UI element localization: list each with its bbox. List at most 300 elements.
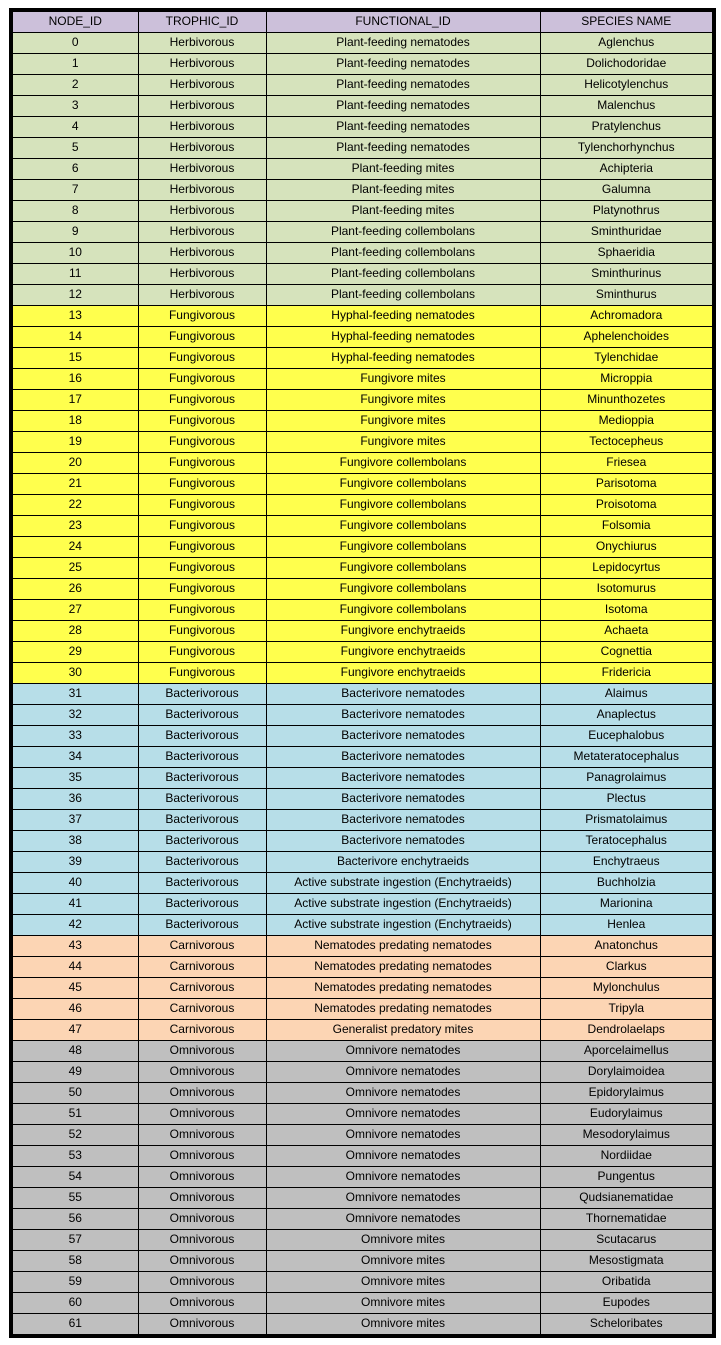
cell-functional-id: Plant-feeding nematodes (266, 33, 540, 54)
cell-functional-id: Omnivore nematodes (266, 1083, 540, 1104)
cell-functional-id: Fungivore mites (266, 411, 540, 432)
cell-species-name: Achipteria (540, 159, 714, 180)
cell-node-id: 30 (11, 663, 138, 684)
cell-species-name: Anaplectus (540, 705, 714, 726)
cell-species-name: Medioppia (540, 411, 714, 432)
cell-species-name: Oribatida (540, 1272, 714, 1293)
cell-species-name: Eudorylaimus (540, 1104, 714, 1125)
cell-node-id: 34 (11, 747, 138, 768)
cell-functional-id: Bacterivore nematodes (266, 768, 540, 789)
cell-species-name: Dorylaimoidea (540, 1062, 714, 1083)
cell-node-id: 27 (11, 600, 138, 621)
cell-species-name: Sminthuridae (540, 222, 714, 243)
cell-species-name: Mylonchulus (540, 978, 714, 999)
table-row (11, 390, 714, 411)
cell-functional-id: Plant-feeding collembolans (266, 264, 540, 285)
cell-node-id: 49 (11, 1062, 138, 1083)
cell-trophic-id: Fungivorous (138, 327, 266, 348)
table-row (11, 537, 714, 558)
cell-trophic-id: Omnivorous (138, 1314, 266, 1337)
cell-functional-id: Plant-feeding nematodes (266, 75, 540, 96)
cell-species-name: Tripyla (540, 999, 714, 1020)
cell-node-id: 24 (11, 537, 138, 558)
cell-trophic-id: Herbivorous (138, 75, 266, 96)
cell-species-name: Mesostigmata (540, 1251, 714, 1272)
cell-trophic-id: Omnivorous (138, 1188, 266, 1209)
cell-functional-id: Active substrate ingestion (Enchytraeids) (266, 894, 540, 915)
table-row (11, 327, 714, 348)
cell-trophic-id: Bacterivorous (138, 684, 266, 705)
cell-species-name: Parisotoma (540, 474, 714, 495)
cell-trophic-id: Herbivorous (138, 117, 266, 138)
cell-trophic-id: Bacterivorous (138, 747, 266, 768)
table-row (11, 411, 714, 432)
table-row (11, 957, 714, 978)
cell-node-id: 16 (11, 369, 138, 390)
cell-functional-id: Fungivore collembolans (266, 558, 540, 579)
cell-trophic-id: Omnivorous (138, 1272, 266, 1293)
cell-species-name: Isotoma (540, 600, 714, 621)
table-row (11, 159, 714, 180)
table-row (11, 663, 714, 684)
cell-trophic-id: Bacterivorous (138, 768, 266, 789)
cell-functional-id: Bacterivore nematodes (266, 684, 540, 705)
table-row (11, 138, 714, 159)
cell-trophic-id: Carnivorous (138, 1020, 266, 1041)
cell-trophic-id: Bacterivorous (138, 705, 266, 726)
table-row (11, 810, 714, 831)
table-row (11, 1062, 714, 1083)
cell-node-id: 36 (11, 789, 138, 810)
cell-functional-id: Fungivore collembolans (266, 453, 540, 474)
cell-trophic-id: Carnivorous (138, 999, 266, 1020)
cell-functional-id: Bacterivore nematodes (266, 810, 540, 831)
cell-functional-id: Omnivore mites (266, 1272, 540, 1293)
cell-trophic-id: Bacterivorous (138, 894, 266, 915)
cell-functional-id: Plant-feeding nematodes (266, 96, 540, 117)
cell-trophic-id: Fungivorous (138, 390, 266, 411)
cell-trophic-id: Bacterivorous (138, 915, 266, 936)
cell-node-id: 14 (11, 327, 138, 348)
cell-species-name: Dendrolaelaps (540, 1020, 714, 1041)
cell-functional-id: Fungivore mites (266, 369, 540, 390)
cell-trophic-id: Omnivorous (138, 1230, 266, 1251)
cell-species-name: Helicotylenchus (540, 75, 714, 96)
cell-functional-id: Omnivore mites (266, 1251, 540, 1272)
cell-node-id: 45 (11, 978, 138, 999)
cell-species-name: Cognettia (540, 642, 714, 663)
cell-functional-id: Plant-feeding nematodes (266, 117, 540, 138)
cell-species-name: Minunthozetes (540, 390, 714, 411)
cell-functional-id: Plant-feeding mites (266, 180, 540, 201)
cell-node-id: 35 (11, 768, 138, 789)
cell-species-name: Sminthurinus (540, 264, 714, 285)
table-row (11, 369, 714, 390)
table-row (11, 222, 714, 243)
cell-node-id: 53 (11, 1146, 138, 1167)
cell-functional-id: Generalist predatory mites (266, 1020, 540, 1041)
cell-functional-id: Fungivore collembolans (266, 474, 540, 495)
cell-species-name: Platynothrus (540, 201, 714, 222)
cell-trophic-id: Bacterivorous (138, 873, 266, 894)
cell-trophic-id: Omnivorous (138, 1125, 266, 1146)
cell-functional-id: Fungivore collembolans (266, 600, 540, 621)
cell-species-name: Friesea (540, 453, 714, 474)
cell-trophic-id: Carnivorous (138, 936, 266, 957)
cell-node-id: 13 (11, 306, 138, 327)
cell-node-id: 43 (11, 936, 138, 957)
column-header-node-id: NODE_ID (11, 10, 138, 33)
cell-node-id: 39 (11, 852, 138, 873)
table-row (11, 768, 714, 789)
cell-node-id: 17 (11, 390, 138, 411)
cell-node-id: 51 (11, 1104, 138, 1125)
cell-functional-id: Omnivore nematodes (266, 1209, 540, 1230)
table-row (11, 453, 714, 474)
cell-species-name: Isotomurus (540, 579, 714, 600)
cell-functional-id: Bacterivore enchytraeids (266, 852, 540, 873)
cell-functional-id: Fungivore mites (266, 390, 540, 411)
cell-species-name: Nordiidae (540, 1146, 714, 1167)
table-row (11, 96, 714, 117)
table-row (11, 1251, 714, 1272)
header-row (11, 10, 714, 33)
cell-trophic-id: Fungivorous (138, 600, 266, 621)
cell-functional-id: Bacterivore nematodes (266, 747, 540, 768)
cell-node-id: 59 (11, 1272, 138, 1293)
table-row (11, 831, 714, 852)
table-row (11, 894, 714, 915)
cell-trophic-id: Herbivorous (138, 96, 266, 117)
table-header (11, 10, 714, 33)
cell-node-id: 33 (11, 726, 138, 747)
cell-species-name: Alaimus (540, 684, 714, 705)
cell-species-name: Metateratocephalus (540, 747, 714, 768)
table-row (11, 285, 714, 306)
cell-species-name: Sphaeridia (540, 243, 714, 264)
cell-node-id: 52 (11, 1125, 138, 1146)
cell-node-id: 6 (11, 159, 138, 180)
table-row (11, 558, 714, 579)
cell-functional-id: Omnivore nematodes (266, 1146, 540, 1167)
cell-node-id: 47 (11, 1020, 138, 1041)
table-row (11, 432, 714, 453)
cell-functional-id: Active substrate ingestion (Enchytraeids) (266, 915, 540, 936)
cell-trophic-id: Omnivorous (138, 1293, 266, 1314)
table-row (11, 54, 714, 75)
cell-node-id: 5 (11, 138, 138, 159)
cell-functional-id: Plant-feeding collembolans (266, 243, 540, 264)
column-header-species-name: SPECIES NAME (540, 10, 714, 33)
cell-node-id: 50 (11, 1083, 138, 1104)
cell-functional-id: Omnivore mites (266, 1314, 540, 1337)
cell-node-id: 37 (11, 810, 138, 831)
table-body (11, 33, 714, 1337)
cell-functional-id: Omnivore nematodes (266, 1041, 540, 1062)
cell-trophic-id: Herbivorous (138, 285, 266, 306)
cell-node-id: 41 (11, 894, 138, 915)
cell-functional-id: Fungivore enchytraeids (266, 621, 540, 642)
cell-node-id: 18 (11, 411, 138, 432)
cell-functional-id: Fungivore collembolans (266, 495, 540, 516)
cell-trophic-id: Herbivorous (138, 54, 266, 75)
cell-trophic-id: Herbivorous (138, 222, 266, 243)
cell-trophic-id: Fungivorous (138, 642, 266, 663)
cell-node-id: 15 (11, 348, 138, 369)
cell-species-name: Lepidocyrtus (540, 558, 714, 579)
cell-functional-id: Omnivore nematodes (266, 1167, 540, 1188)
table-row (11, 915, 714, 936)
cell-functional-id: Plant-feeding mites (266, 201, 540, 222)
cell-species-name: Eucephalobus (540, 726, 714, 747)
cell-species-name: Tylenchorhynchus (540, 138, 714, 159)
cell-species-name: Enchytraeus (540, 852, 714, 873)
table-row (11, 789, 714, 810)
cell-species-name: Galumna (540, 180, 714, 201)
cell-node-id: 26 (11, 579, 138, 600)
cell-node-id: 57 (11, 1230, 138, 1251)
cell-species-name: Pratylenchus (540, 117, 714, 138)
cell-node-id: 23 (11, 516, 138, 537)
cell-functional-id: Fungivore collembolans (266, 537, 540, 558)
cell-species-name: Prismatolaimus (540, 810, 714, 831)
table-row (11, 705, 714, 726)
cell-node-id: 42 (11, 915, 138, 936)
cell-node-id: 1 (11, 54, 138, 75)
cell-trophic-id: Carnivorous (138, 957, 266, 978)
cell-species-name: Buchholzia (540, 873, 714, 894)
cell-node-id: 55 (11, 1188, 138, 1209)
cell-species-name: Teratocephalus (540, 831, 714, 852)
cell-species-name: Panagrolaimus (540, 768, 714, 789)
cell-node-id: 60 (11, 1293, 138, 1314)
table-row (11, 1167, 714, 1188)
cell-species-name: Folsomia (540, 516, 714, 537)
cell-species-name: Tylenchidae (540, 348, 714, 369)
cell-trophic-id: Omnivorous (138, 1146, 266, 1167)
cell-functional-id: Fungivore enchytraeids (266, 663, 540, 684)
cell-trophic-id: Fungivorous (138, 306, 266, 327)
cell-functional-id: Plant-feeding collembolans (266, 285, 540, 306)
cell-species-name: Eupodes (540, 1293, 714, 1314)
cell-node-id: 4 (11, 117, 138, 138)
cell-species-name: Fridericia (540, 663, 714, 684)
cell-node-id: 3 (11, 96, 138, 117)
cell-trophic-id: Herbivorous (138, 138, 266, 159)
cell-species-name: Henlea (540, 915, 714, 936)
cell-functional-id: Active substrate ingestion (Enchytraeids) (266, 873, 540, 894)
cell-node-id: 9 (11, 222, 138, 243)
table-row (11, 495, 714, 516)
table-row (11, 747, 714, 768)
table-row (11, 180, 714, 201)
table-row (11, 600, 714, 621)
cell-trophic-id: Omnivorous (138, 1251, 266, 1272)
cell-node-id: 12 (11, 285, 138, 306)
cell-functional-id: Plant-feeding collembolans (266, 222, 540, 243)
table-row (11, 306, 714, 327)
table-row (11, 684, 714, 705)
cell-species-name: Aphelenchoides (540, 327, 714, 348)
table-row (11, 1083, 714, 1104)
table-row (11, 33, 714, 54)
cell-trophic-id: Omnivorous (138, 1209, 266, 1230)
table-row (11, 1293, 714, 1314)
cell-functional-id: Nematodes predating nematodes (266, 978, 540, 999)
table-row (11, 873, 714, 894)
table-row (11, 999, 714, 1020)
table-row (11, 1125, 714, 1146)
table-row (11, 264, 714, 285)
cell-trophic-id: Omnivorous (138, 1167, 266, 1188)
cell-trophic-id: Fungivorous (138, 516, 266, 537)
cell-trophic-id: Herbivorous (138, 159, 266, 180)
cell-species-name: Achromadora (540, 306, 714, 327)
cell-functional-id: Hyphal-feeding nematodes (266, 306, 540, 327)
cell-trophic-id: Fungivorous (138, 537, 266, 558)
table-row (11, 348, 714, 369)
cell-node-id: 2 (11, 75, 138, 96)
cell-species-name: Dolichodoridae (540, 54, 714, 75)
cell-trophic-id: Fungivorous (138, 663, 266, 684)
cell-node-id: 10 (11, 243, 138, 264)
species-table (9, 8, 716, 1338)
cell-species-name: Onychiurus (540, 537, 714, 558)
cell-node-id: 0 (11, 33, 138, 54)
cell-functional-id: Fungivore collembolans (266, 516, 540, 537)
cell-species-name: Marionina (540, 894, 714, 915)
cell-node-id: 54 (11, 1167, 138, 1188)
cell-species-name: Tectocepheus (540, 432, 714, 453)
cell-trophic-id: Bacterivorous (138, 726, 266, 747)
cell-trophic-id: Herbivorous (138, 243, 266, 264)
cell-species-name: Scheloribates (540, 1314, 714, 1337)
cell-functional-id: Fungivore enchytraeids (266, 642, 540, 663)
cell-node-id: 22 (11, 495, 138, 516)
cell-trophic-id: Bacterivorous (138, 810, 266, 831)
cell-functional-id: Plant-feeding nematodes (266, 138, 540, 159)
table-row (11, 516, 714, 537)
cell-functional-id: Hyphal-feeding nematodes (266, 348, 540, 369)
cell-node-id: 21 (11, 474, 138, 495)
cell-species-name: Pungentus (540, 1167, 714, 1188)
cell-trophic-id: Fungivorous (138, 558, 266, 579)
table-row (11, 201, 714, 222)
cell-trophic-id: Bacterivorous (138, 831, 266, 852)
cell-trophic-id: Fungivorous (138, 453, 266, 474)
cell-trophic-id: Carnivorous (138, 978, 266, 999)
table-row (11, 75, 714, 96)
cell-node-id: 19 (11, 432, 138, 453)
cell-node-id: 56 (11, 1209, 138, 1230)
table-row (11, 1104, 714, 1125)
cell-species-name: Microppia (540, 369, 714, 390)
table-row (11, 1188, 714, 1209)
cell-trophic-id: Omnivorous (138, 1041, 266, 1062)
cell-functional-id: Nematodes predating nematodes (266, 936, 540, 957)
cell-species-name: Epidorylaimus (540, 1083, 714, 1104)
cell-trophic-id: Fungivorous (138, 474, 266, 495)
cell-node-id: 31 (11, 684, 138, 705)
cell-functional-id: Bacterivore nematodes (266, 831, 540, 852)
cell-functional-id: Omnivore nematodes (266, 1104, 540, 1125)
cell-node-id: 61 (11, 1314, 138, 1337)
cell-trophic-id: Omnivorous (138, 1083, 266, 1104)
table-row (11, 1314, 714, 1337)
cell-node-id: 25 (11, 558, 138, 579)
cell-trophic-id: Fungivorous (138, 369, 266, 390)
cell-node-id: 7 (11, 180, 138, 201)
cell-functional-id: Omnivore mites (266, 1230, 540, 1251)
cell-trophic-id: Herbivorous (138, 33, 266, 54)
cell-trophic-id: Omnivorous (138, 1062, 266, 1083)
cell-node-id: 46 (11, 999, 138, 1020)
cell-trophic-id: Herbivorous (138, 201, 266, 222)
cell-trophic-id: Fungivorous (138, 621, 266, 642)
cell-functional-id: Plant-feeding nematodes (266, 54, 540, 75)
table-row (11, 852, 714, 873)
cell-functional-id: Omnivore nematodes (266, 1188, 540, 1209)
cell-species-name: Qudsianematidae (540, 1188, 714, 1209)
cell-trophic-id: Fungivorous (138, 348, 266, 369)
table-row (11, 936, 714, 957)
cell-trophic-id: Fungivorous (138, 411, 266, 432)
cell-species-name: Thornematidae (540, 1209, 714, 1230)
cell-node-id: 28 (11, 621, 138, 642)
cell-functional-id: Omnivore nematodes (266, 1062, 540, 1083)
column-header-trophic-id: TROPHIC_ID (138, 10, 266, 33)
cell-species-name: Anatonchus (540, 936, 714, 957)
cell-node-id: 20 (11, 453, 138, 474)
cell-functional-id: Nematodes predating nematodes (266, 999, 540, 1020)
cell-node-id: 32 (11, 705, 138, 726)
cell-trophic-id: Herbivorous (138, 180, 266, 201)
cell-functional-id: Bacterivore nematodes (266, 789, 540, 810)
table-row (11, 243, 714, 264)
cell-trophic-id: Fungivorous (138, 432, 266, 453)
table-row (11, 1041, 714, 1062)
table-row (11, 579, 714, 600)
cell-species-name: Achaeta (540, 621, 714, 642)
cell-functional-id: Plant-feeding mites (266, 159, 540, 180)
cell-functional-id: Omnivore mites (266, 1293, 540, 1314)
cell-node-id: 44 (11, 957, 138, 978)
table-row (11, 642, 714, 663)
cell-node-id: 8 (11, 201, 138, 222)
table-row (11, 621, 714, 642)
cell-species-name: Mesodorylaimus (540, 1125, 714, 1146)
cell-species-name: Scutacarus (540, 1230, 714, 1251)
cell-functional-id: Fungivore collembolans (266, 579, 540, 600)
cell-species-name: Malenchus (540, 96, 714, 117)
cell-species-name: Plectus (540, 789, 714, 810)
table-row (11, 1272, 714, 1293)
cell-species-name: Sminthurus (540, 285, 714, 306)
cell-trophic-id: Omnivorous (138, 1104, 266, 1125)
cell-node-id: 11 (11, 264, 138, 285)
cell-functional-id: Nematodes predating nematodes (266, 957, 540, 978)
cell-species-name: Proisotoma (540, 495, 714, 516)
table-row (11, 1209, 714, 1230)
cell-node-id: 38 (11, 831, 138, 852)
cell-trophic-id: Fungivorous (138, 495, 266, 516)
cell-functional-id: Fungivore mites (266, 432, 540, 453)
table-row (11, 978, 714, 999)
cell-trophic-id: Bacterivorous (138, 789, 266, 810)
table-row (11, 1020, 714, 1041)
cell-node-id: 29 (11, 642, 138, 663)
table-row (11, 1146, 714, 1167)
